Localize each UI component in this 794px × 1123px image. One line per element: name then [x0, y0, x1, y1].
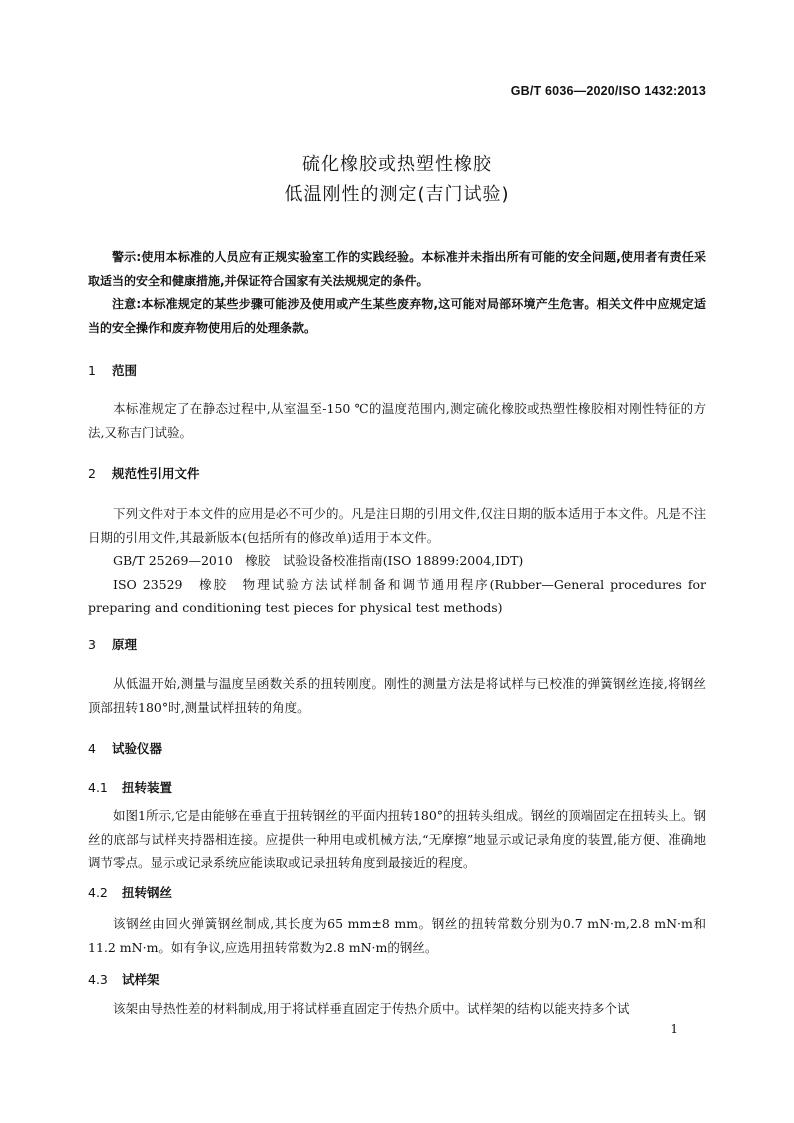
section-title: 规范性引用文件 — [112, 466, 200, 481]
section-heading-1 — [88, 361, 137, 379]
section-title: 试验仪器 — [112, 741, 163, 756]
section-heading-4-3 — [88, 970, 160, 988]
page-number: 1 — [670, 1022, 678, 1036]
section-number: 4.2 — [88, 885, 108, 900]
section-number: 1 — [88, 363, 96, 378]
section-heading-2 — [88, 464, 200, 482]
section-title: 试样架 — [122, 972, 160, 987]
standard-code: GB/T 6036—2020/ISO 1432:2013 — [510, 84, 706, 98]
section-2-body — [88, 502, 706, 620]
section-heading-4-1 — [88, 778, 172, 796]
section-4-3-body — [88, 997, 706, 1021]
paragraph: 该钢丝由回火弹簧钢丝制成,其长度为65 mm±8 mm。钢丝的扭转常数分别为0.7 mN·m,2.8 mN·m和11.2 mN·m。如有争议,应选用扭转常数为2.8 mN·m的钢丝。 — [88, 916, 706, 955]
caution-text: 注意:本标准规定的某些步骤可能涉及使用或产生某些废弃物,这可能对局部环境产生危害。相关文件中应规定适当的安全操作和废弃物使用后的处理条款。 — [88, 297, 706, 335]
paragraph: 该架由导热性差的材料制成,用于将试样垂直固定于传热介质中。试样架的结构以能夹持多个试 — [113, 1001, 630, 1016]
section-title: 扭转钢丝 — [122, 885, 173, 900]
section-1-body — [88, 397, 706, 444]
warning-text: 警示:使用本标准的人员应有正规实验室工作的实践经验。本标准并未指出所有可能的安全问题,使用者有责任采取适当的安全和健康措施,并保证符合国家有关法规规定的条件。 — [88, 250, 706, 288]
paragraph: 本标准规定了在静态过程中,从室温至-150 ℃的温度范围内,测定硫化橡胶或热塑性橡胶相对刚性特征的方法,又称吉门试验。 — [88, 401, 706, 440]
title-line-2: 低温刚性的测定(吉门试验) — [284, 184, 510, 205]
section-number: 4.1 — [88, 780, 108, 795]
section-title: 原理 — [112, 637, 138, 652]
section-title: 范围 — [112, 363, 138, 378]
section-heading-4-2 — [88, 883, 172, 901]
document-title — [0, 150, 794, 210]
reference-item: GB/T 25269—2010 橡胶 试验设备校准指南(ISO 18899:2004,IDT) — [113, 553, 524, 568]
title-line-1: 硫化橡胶或热塑性橡胶 — [302, 154, 492, 175]
section-number: 3 — [88, 637, 96, 652]
section-4-2-body — [88, 912, 706, 959]
warning-block — [88, 246, 706, 340]
section-number: 2 — [88, 466, 96, 481]
section-number: 4 — [88, 741, 96, 756]
section-number: 4.3 — [88, 972, 108, 987]
paragraph: 如图1所示,它是由能够在垂直于扭转钢丝的平面内扭转180°的扭转头组成。钢丝的顶端固定在扭转头上。钢丝的底部与试样夹持器相连接。应提供一种用电或机械方法,“无摩擦”地显示或记录角度的装置,能方便、准确地调节零点。显示或记录系统应能读取或记录扭转角度到最接近的程度。 — [88, 808, 706, 870]
section-title: 扭转装置 — [122, 780, 173, 795]
section-heading-3 — [88, 635, 137, 653]
section-heading-4 — [88, 739, 162, 757]
paragraph: 下列文件对于本文件的应用是必不可少的。凡是注日期的引用文件,仅注日期的版本适用于本文件。凡是不注日期的引用文件,其最新版本(包括所有的修改单)适用于本文件。 — [88, 506, 706, 545]
section-4-1-body — [88, 804, 706, 875]
section-3-body — [88, 672, 706, 719]
reference-item: ISO 23529 橡胶 物理试验方法试样制备和调节通用程序(Rubber—General procedures for preparing and conditioning test pieces for physical test methods) — [88, 576, 706, 615]
paragraph: 从低温开始,测量与温度呈函数关系的扭转刚度。刚性的测量方法是将试样与已校准的弹簧钢丝连接,将钢丝顶部扭转180°时,测量试样扭转的角度。 — [88, 676, 706, 715]
